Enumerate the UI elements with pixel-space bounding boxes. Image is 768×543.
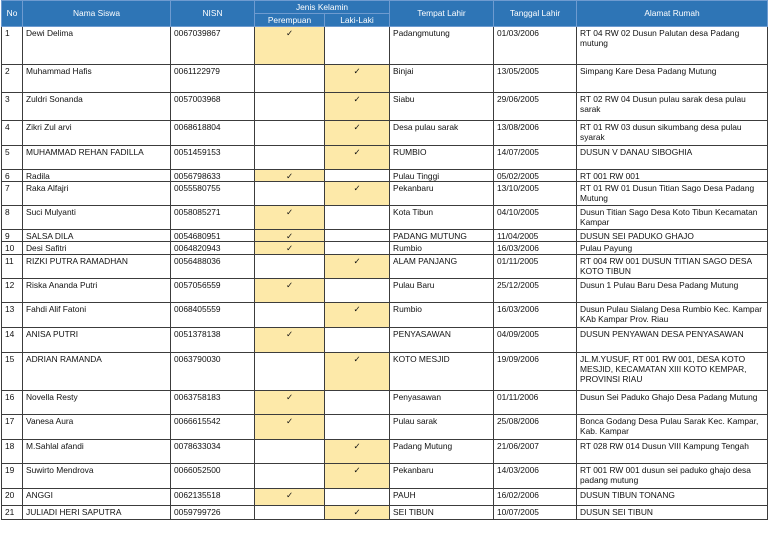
cell-perempuan: ✓ [255, 242, 325, 254]
cell-tempat-lahir: Rumbio [390, 302, 494, 327]
cell-nama-siswa: Raka Alfajri [23, 182, 171, 206]
cell-tempat-lahir: Pulau sarak [390, 414, 494, 439]
table-row [2, 414, 768, 439]
cell-tempat-lahir: PAUH [390, 488, 494, 505]
cell-no: 7 [2, 182, 23, 206]
cell-perempuan [255, 463, 325, 488]
table-row [2, 302, 768, 327]
cell-tanggal-lahir: 14/03/2006 [494, 463, 577, 488]
cell-nama-siswa: Zikri Zul arvi [23, 121, 171, 146]
cell-tanggal-lahir: 01/11/2005 [494, 254, 577, 278]
cell-no: 18 [2, 439, 23, 463]
cell-perempuan: ✓ [255, 206, 325, 230]
cell-tempat-lahir: Siabu [390, 93, 494, 121]
cell-perempuan: ✓ [255, 390, 325, 414]
cell-tanggal-lahir: 05/02/2005 [494, 170, 577, 182]
cell-laki-laki: ✓ [325, 65, 390, 93]
cell-perempuan: ✓ [255, 170, 325, 182]
cell-laki-laki: ✓ [325, 302, 390, 327]
cell-alamat-rumah: Bonca Godang Desa Pulau Sarak Kec. Kampar, Kab. Kampar [577, 414, 768, 439]
cell-no: 14 [2, 327, 23, 352]
cell-nama-siswa: ADRIAN RAMANDA [23, 352, 171, 390]
cell-tanggal-lahir: 14/07/2005 [494, 146, 577, 170]
header-nisn: NISN [171, 1, 255, 27]
cell-alamat-rumah: Pulau Payung [577, 242, 768, 254]
cell-tempat-lahir: SEI TIBUN [390, 505, 494, 519]
cell-tempat-lahir: Rumbio [390, 242, 494, 254]
cell-alamat-rumah: RT 001 RW 001 [577, 170, 768, 182]
cell-no: 21 [2, 505, 23, 519]
cell-alamat-rumah: JL.M.YUSUF, RT 001 RW 001, DESA KOTO MESJID, KECAMATAN XIII KOTO KEMPAR, PROVINSI RIAU [577, 352, 768, 390]
cell-perempuan [255, 302, 325, 327]
cell-perempuan: ✓ [255, 27, 325, 65]
cell-no: 9 [2, 230, 23, 242]
cell-no: 5 [2, 146, 23, 170]
cell-nama-siswa: ANGGI [23, 488, 171, 505]
cell-perempuan [255, 146, 325, 170]
cell-nama-siswa: Zuldri Sonanda [23, 93, 171, 121]
cell-alamat-rumah: Dusun Titian Sago Desa Koto Tibun Kecamatan Kampar [577, 206, 768, 230]
cell-tempat-lahir: Pulau Tinggi [390, 170, 494, 182]
cell-perempuan [255, 254, 325, 278]
cell-tanggal-lahir: 04/09/2005 [494, 327, 577, 352]
cell-nisn: 0066052500 [171, 463, 255, 488]
cell-tanggal-lahir: 13/05/2005 [494, 65, 577, 93]
cell-nisn: 0051378138 [171, 327, 255, 352]
cell-no: 11 [2, 254, 23, 278]
cell-nama-siswa: M.Sahlal afandi [23, 439, 171, 463]
cell-perempuan [255, 505, 325, 519]
cell-tanggal-lahir: 01/11/2006 [494, 390, 577, 414]
cell-laki-laki: ✓ [325, 121, 390, 146]
cell-tempat-lahir: KOTO MESJID [390, 352, 494, 390]
cell-tempat-lahir: ALAM PANJANG [390, 254, 494, 278]
cell-nisn: 0057003968 [171, 93, 255, 121]
cell-laki-laki [325, 206, 390, 230]
cell-tanggal-lahir: 16/03/2006 [494, 302, 577, 327]
cell-perempuan [255, 65, 325, 93]
header-tempat-lahir: Tempat Lahir [390, 1, 494, 27]
cell-laki-laki [325, 390, 390, 414]
table-row [2, 463, 768, 488]
cell-nama-siswa: Radila [23, 170, 171, 182]
cell-no: 15 [2, 352, 23, 390]
cell-nisn: 0078633034 [171, 439, 255, 463]
cell-tempat-lahir: Desa pulau sarak [390, 121, 494, 146]
cell-alamat-rumah: DUSUN PENYAWAN DESA PENYASAWAN [577, 327, 768, 352]
cell-laki-laki [325, 242, 390, 254]
cell-alamat-rumah: DUSUN TIBUN TONANG [577, 488, 768, 505]
student-table [1, 0, 768, 520]
cell-tempat-lahir: PADANG MUTUNG [390, 230, 494, 242]
cell-tanggal-lahir: 04/10/2005 [494, 206, 577, 230]
cell-alamat-rumah: RT 004 RW 001 DUSUN TITIAN SAGO DESA KOTO TIBUN [577, 254, 768, 278]
header-tanggal-lahir: Tanggal Lahir [494, 1, 577, 27]
cell-laki-laki: ✓ [325, 254, 390, 278]
cell-laki-laki [325, 414, 390, 439]
header-alamat-rumah: Alamat Rumah [577, 1, 768, 27]
cell-nisn: 0066615542 [171, 414, 255, 439]
cell-no: 1 [2, 27, 23, 65]
cell-no: 2 [2, 65, 23, 93]
table-row [2, 488, 768, 505]
cell-nama-siswa: MUHAMMAD REHAN FADILLA [23, 146, 171, 170]
cell-perempuan [255, 182, 325, 206]
cell-nisn: 0068618804 [171, 121, 255, 146]
cell-nisn: 0059799726 [171, 505, 255, 519]
cell-nisn: 0064820943 [171, 242, 255, 254]
table-row [2, 65, 768, 93]
cell-tempat-lahir: Penyasawan [390, 390, 494, 414]
cell-alamat-rumah: Dusun 1 Pulau Baru Desa Padang Mutung [577, 278, 768, 302]
cell-nisn: 0062135518 [171, 488, 255, 505]
cell-tempat-lahir: Pekanbaru [390, 463, 494, 488]
cell-nisn: 0056798633 [171, 170, 255, 182]
cell-tempat-lahir: Padangmutung [390, 27, 494, 65]
cell-no: 6 [2, 170, 23, 182]
cell-alamat-rumah: RT 001 RW 001 dusun sei paduko ghajo desa padang mutung [577, 463, 768, 488]
cell-laki-laki [325, 488, 390, 505]
cell-nama-siswa: Vanesa Aura [23, 414, 171, 439]
cell-tempat-lahir: PENYASAWAN [390, 327, 494, 352]
table-row [2, 352, 768, 390]
cell-tanggal-lahir: 10/07/2005 [494, 505, 577, 519]
cell-nisn: 0055580755 [171, 182, 255, 206]
cell-perempuan [255, 352, 325, 390]
cell-alamat-rumah: Dusun Sei Paduko Ghajo Desa Padang Mutung [577, 390, 768, 414]
table-row [2, 27, 768, 65]
cell-nama-siswa: Desi Safitri [23, 242, 171, 254]
cell-laki-laki [325, 327, 390, 352]
cell-perempuan: ✓ [255, 278, 325, 302]
cell-nisn: 0051459153 [171, 146, 255, 170]
cell-tanggal-lahir: 29/06/2005 [494, 93, 577, 121]
cell-perempuan [255, 121, 325, 146]
cell-nisn: 0056488036 [171, 254, 255, 278]
cell-laki-laki: ✓ [325, 505, 390, 519]
cell-nama-siswa: Dewi Delima [23, 27, 171, 65]
cell-tanggal-lahir: 11/04/2005 [494, 230, 577, 242]
cell-laki-laki: ✓ [325, 93, 390, 121]
header-laki-laki: Laki-Laki [325, 14, 390, 27]
table-row [2, 390, 768, 414]
cell-tempat-lahir: Binjai [390, 65, 494, 93]
cell-alamat-rumah: RT 02 RW 04 Dusun pulau sarak desa pulau sarak [577, 93, 768, 121]
header-jenis-kelamin: Jenis Kelamin [255, 1, 390, 14]
cell-no: 3 [2, 93, 23, 121]
table-row [2, 146, 768, 170]
cell-alamat-rumah: DUSUN SEI TIBUN [577, 505, 768, 519]
cell-nisn: 0063758183 [171, 390, 255, 414]
cell-tempat-lahir: Pulau Baru [390, 278, 494, 302]
cell-laki-laki: ✓ [325, 463, 390, 488]
cell-nama-siswa: Suwirto Mendrova [23, 463, 171, 488]
cell-nama-siswa: Novella Resty [23, 390, 171, 414]
cell-no: 12 [2, 278, 23, 302]
header-no: No [2, 1, 23, 27]
table-row [2, 206, 768, 230]
cell-perempuan: ✓ [255, 414, 325, 439]
table-row [2, 170, 768, 182]
cell-tanggal-lahir: 16/03/2006 [494, 242, 577, 254]
cell-alamat-rumah: DUSUN SEI PADUKO GHAJO [577, 230, 768, 242]
cell-laki-laki [325, 230, 390, 242]
student-rows [2, 27, 768, 520]
cell-no: 16 [2, 390, 23, 414]
table-row [2, 242, 768, 254]
header-nama-siswa: Nama Siswa [23, 1, 171, 27]
table-row [2, 93, 768, 121]
cell-no: 13 [2, 302, 23, 327]
cell-nisn: 0063790030 [171, 352, 255, 390]
cell-no: 20 [2, 488, 23, 505]
cell-nama-siswa: ANISA PUTRI [23, 327, 171, 352]
cell-tempat-lahir: Pekanbaru [390, 182, 494, 206]
cell-no: 10 [2, 242, 23, 254]
cell-alamat-rumah: Simpang Kare Desa Padang Mutung [577, 65, 768, 93]
cell-tanggal-lahir: 25/12/2005 [494, 278, 577, 302]
cell-nama-siswa: JULIADI HERI SAPUTRA [23, 505, 171, 519]
cell-tanggal-lahir: 25/08/2006 [494, 414, 577, 439]
cell-nisn: 0058085271 [171, 206, 255, 230]
cell-nama-siswa: Muhammad Hafis [23, 65, 171, 93]
cell-nisn: 0054680951 [171, 230, 255, 242]
cell-alamat-rumah: RT 028 RW 014 Dusun VIII Kampung Tengah [577, 439, 768, 463]
cell-perempuan [255, 439, 325, 463]
cell-nama-siswa: Suci Mulyanti [23, 206, 171, 230]
cell-nama-siswa: Riska Ananda Putri [23, 278, 171, 302]
cell-perempuan: ✓ [255, 327, 325, 352]
cell-alamat-rumah: RT 04 RW 02 Dusun Palutan desa Padang mutung [577, 27, 768, 65]
cell-laki-laki: ✓ [325, 352, 390, 390]
cell-tanggal-lahir: 21/06/2007 [494, 439, 577, 463]
cell-tempat-lahir: Padang Mutung [390, 439, 494, 463]
cell-tanggal-lahir: 13/10/2005 [494, 182, 577, 206]
cell-alamat-rumah: Dusun Pulau Sialang Desa Rumbio Kec. Kampar KAb Kampar Prov. Riau [577, 302, 768, 327]
cell-tanggal-lahir: 13/08/2006 [494, 121, 577, 146]
cell-no: 4 [2, 121, 23, 146]
cell-nama-siswa: SALSA DILA [23, 230, 171, 242]
table-row [2, 505, 768, 519]
cell-alamat-rumah: RT 01 RW 03 dusun sikumbang desa pulau syarak [577, 121, 768, 146]
cell-tanggal-lahir: 01/03/2006 [494, 27, 577, 65]
cell-nisn: 0061122979 [171, 65, 255, 93]
cell-alamat-rumah: RT 01 RW 01 Dusun Titian Sago Desa Padang Mutung [577, 182, 768, 206]
cell-nama-siswa: RIZKI PUTRA RAMADHAN [23, 254, 171, 278]
cell-laki-laki: ✓ [325, 439, 390, 463]
cell-no: 19 [2, 463, 23, 488]
cell-laki-laki [325, 27, 390, 65]
cell-tempat-lahir: Kota Tibun [390, 206, 494, 230]
cell-nisn: 0057056559 [171, 278, 255, 302]
cell-alamat-rumah: DUSUN V DANAU SIBOGHIA [577, 146, 768, 170]
cell-nisn: 0068405559 [171, 302, 255, 327]
cell-no: 17 [2, 414, 23, 439]
cell-tanggal-lahir: 16/02/2006 [494, 488, 577, 505]
table-row [2, 182, 768, 206]
cell-tanggal-lahir: 19/09/2006 [494, 352, 577, 390]
cell-laki-laki [325, 170, 390, 182]
cell-perempuan: ✓ [255, 230, 325, 242]
cell-laki-laki: ✓ [325, 182, 390, 206]
table-row [2, 278, 768, 302]
cell-nama-siswa: Fahdi Alif Fatoni [23, 302, 171, 327]
table-row [2, 327, 768, 352]
cell-perempuan: ✓ [255, 488, 325, 505]
header-perempuan: Perempuan [255, 14, 325, 27]
table-row [2, 121, 768, 146]
cell-laki-laki: ✓ [325, 146, 390, 170]
cell-tempat-lahir: RUMBIO [390, 146, 494, 170]
cell-nisn: 0067039867 [171, 27, 255, 65]
table-row [2, 254, 768, 278]
table-row [2, 230, 768, 242]
cell-perempuan [255, 93, 325, 121]
table-row [2, 439, 768, 463]
cell-laki-laki [325, 278, 390, 302]
cell-no: 8 [2, 206, 23, 230]
